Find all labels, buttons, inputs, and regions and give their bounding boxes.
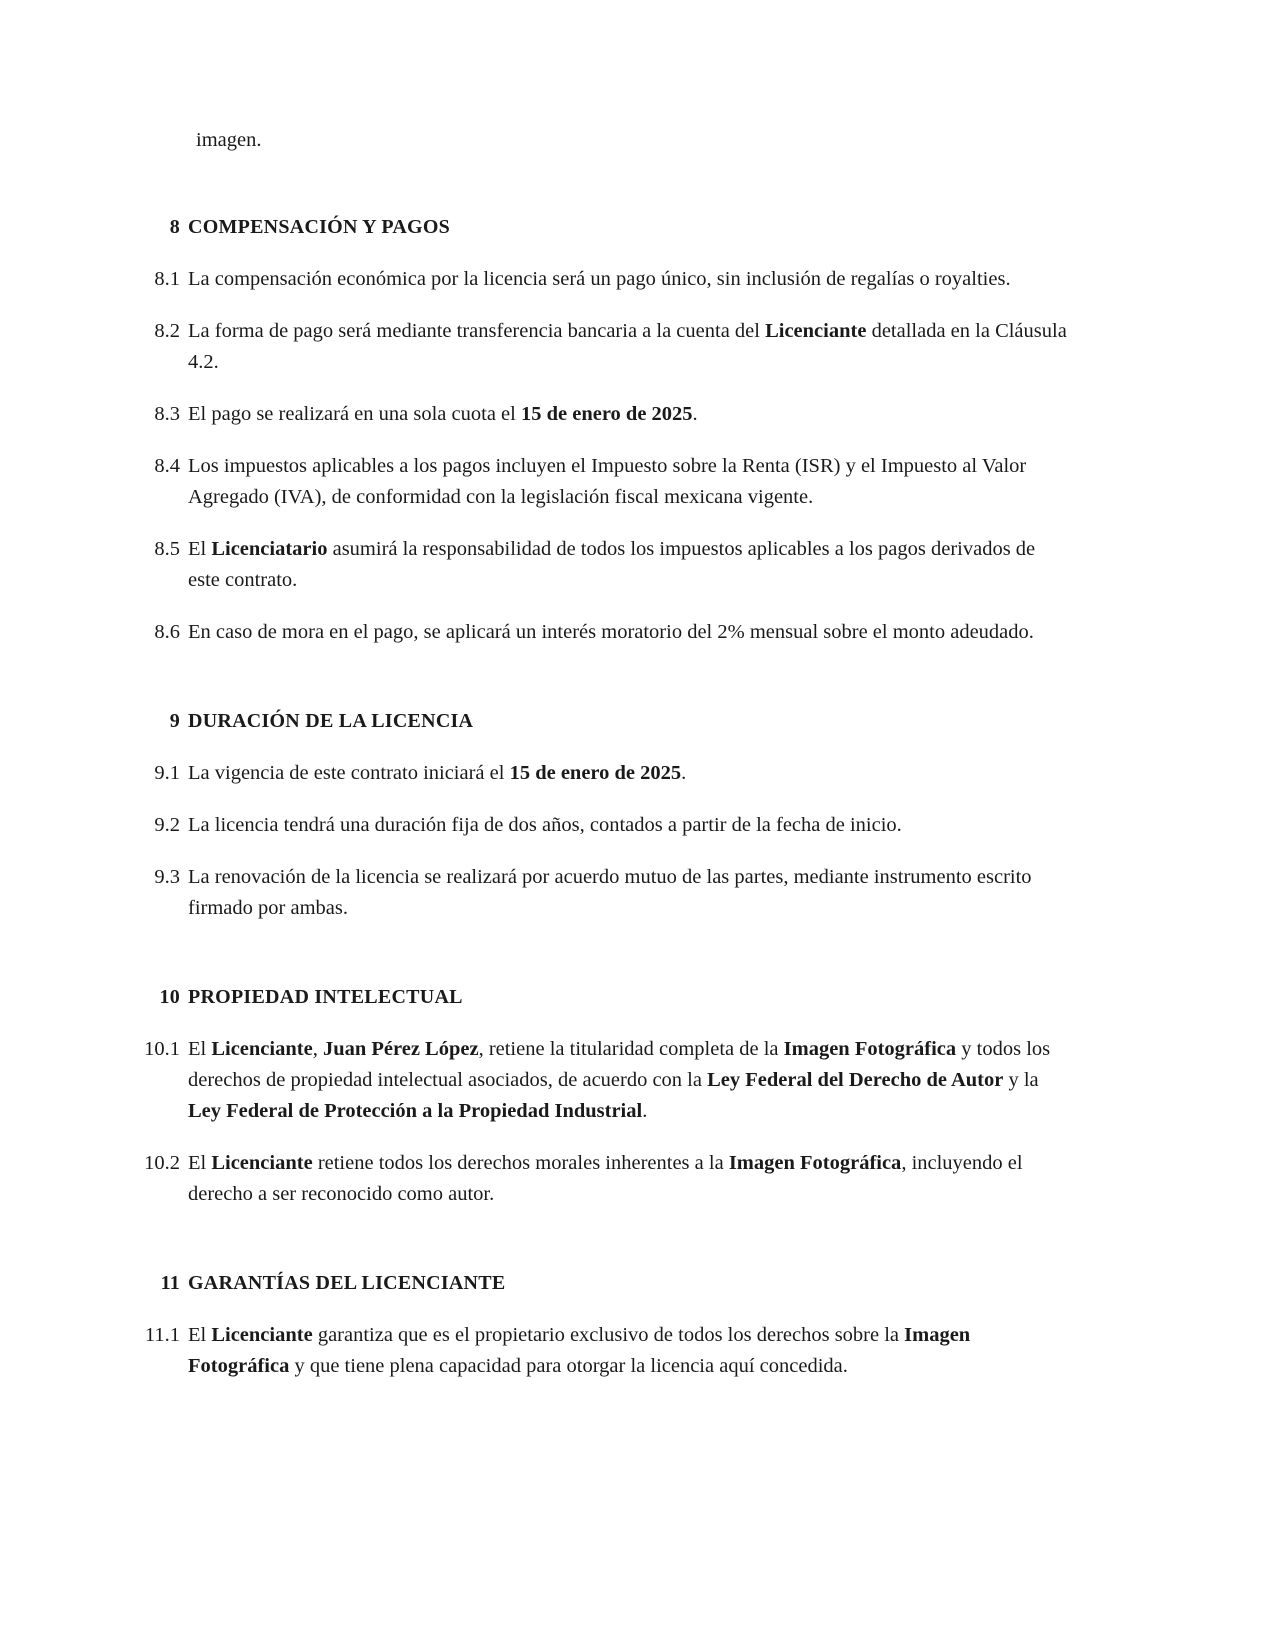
clause-text: En caso de mora en el pago, se aplicará un interés moratorio del 2% mensual sobre el monto adeudado. — [188, 620, 1034, 643]
clause-number: 11.1 — [144, 1323, 180, 1346]
clause — [137, 399, 1067, 430]
clause-text: El Licenciante, Juan Pérez López, retiene la titularidad completa de la Imagen Fotográfica y todos los derechos de propiedad intelectual asociados, de acuerdo con la Ley Federal del Derecho de Autor y la Ley Federal de Protección a la Propiedad Industrial. — [188, 1037, 1051, 1122]
section-title: DURACIÓN DE LA LICENCIA — [188, 709, 474, 732]
clause-number: 10.2 — [144, 1151, 180, 1174]
clause — [137, 264, 1067, 295]
section-heading — [137, 216, 1067, 239]
clause-text: La compensación económica por la licencia será un pago único, sin inclusión de regalías o royalties. — [188, 267, 1011, 290]
clause-number: 8.1 — [154, 267, 180, 290]
section-title: PROPIEDAD INTELECTUAL — [188, 985, 463, 1008]
document-body — [137, 104, 1067, 1403]
clause — [137, 862, 1067, 924]
clause — [137, 617, 1067, 648]
section-number: 8 — [169, 215, 180, 238]
clause-number: 9.3 — [154, 865, 180, 888]
clause — [137, 316, 1067, 378]
section-heading — [137, 710, 1067, 733]
section-number: 10 — [159, 985, 180, 1008]
clause-text: El Licenciante garantiza que es el propietario exclusivo de todos los derechos sobre la Imagen Fotográfica y que tiene plena capacidad para otorgar la licencia aquí concedida. — [188, 1323, 971, 1377]
clause — [137, 1034, 1067, 1127]
section-title: COMPENSACIÓN Y PAGOS — [188, 215, 451, 238]
clause — [137, 1148, 1067, 1210]
clause-number: 8.4 — [154, 454, 180, 477]
sections-container — [137, 216, 1067, 1382]
clause-number: 8.2 — [154, 319, 180, 342]
clause-text: La forma de pago será mediante transferencia bancaria a la cuenta del Licenciante detallada en la Cláusula 4.2. — [188, 319, 1067, 373]
clause-number: 8.3 — [154, 402, 180, 425]
section-number: 11 — [160, 1271, 180, 1294]
section-heading — [137, 1272, 1067, 1295]
clause — [137, 451, 1067, 513]
continuation-paragraph: imagen. — [196, 128, 262, 151]
clause-text: La renovación de la licencia se realizará por acuerdo mutuo de las partes, mediante instrumento escrito firmado por ambas. — [188, 865, 1032, 919]
clause — [137, 758, 1067, 789]
clause-text: El pago se realizará en una sola cuota el 15 de enero de 2025. — [188, 402, 698, 425]
section-group — [137, 710, 1067, 924]
clause-number: 8.5 — [154, 537, 180, 560]
section-title: GARANTÍAS DEL LICENCIANTE — [188, 1271, 506, 1294]
section-group — [137, 986, 1067, 1210]
clause-number: 9.2 — [154, 813, 180, 836]
section-number: 9 — [169, 709, 180, 732]
clause-text: El Licenciatario asumirá la responsabilidad de todos los impuestos aplicables a los pagos derivados de este contrato. — [188, 537, 1036, 591]
clause-number: 8.6 — [154, 620, 180, 643]
clause-text: El Licenciante retiene todos los derechos morales inherentes a la Imagen Fotográfica, incluyendo el derecho a ser reconocido como autor. — [188, 1151, 1023, 1205]
clause — [137, 810, 1067, 841]
section-heading — [137, 986, 1067, 1009]
section-group — [137, 1272, 1067, 1382]
clause-number: 9.1 — [154, 761, 180, 784]
clause — [137, 1320, 1067, 1382]
clause-number: 10.1 — [144, 1037, 180, 1060]
clause-text: Los impuestos aplicables a los pagos incluyen el Impuesto sobre la Renta (ISR) y el Impuesto al Valor Agregado (IVA), de conformidad con la legislación fiscal mexicana vigente. — [188, 454, 1027, 508]
clause-text: La licencia tendrá una duración fija de dos años, contados a partir de la fecha de inicio. — [188, 813, 902, 836]
clause-text: La vigencia de este contrato iniciará el 15 de enero de 2025. — [188, 761, 687, 784]
section-group — [137, 216, 1067, 648]
clause — [137, 534, 1067, 596]
